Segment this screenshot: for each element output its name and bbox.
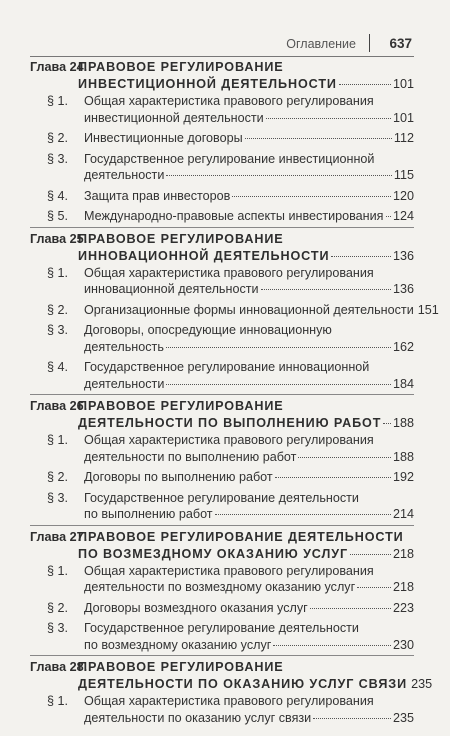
section-title-page: 230 <box>392 637 414 652</box>
running-header-title: Оглавление <box>286 37 356 51</box>
chapter-divider <box>30 655 414 656</box>
dot-leader <box>298 457 391 458</box>
section-title-line <box>84 579 414 596</box>
chapter-title-text: ИННОВАЦИОННОЙ ДЕЯТЕЛЬНОСТИ <box>78 248 330 263</box>
dot-leader <box>350 554 391 555</box>
chapter-title-page: 136 <box>392 248 414 263</box>
toc-section[interactable] <box>30 322 414 355</box>
section-number: § 1. <box>47 265 69 280</box>
section-title-text: по выполнению работ <box>84 507 213 521</box>
section-title-line <box>84 432 414 449</box>
chapter-heading[interactable] <box>30 529 414 563</box>
section-title-page: 223 <box>392 600 414 615</box>
chapter-heading[interactable] <box>30 231 414 265</box>
section-title-line <box>84 110 414 127</box>
section-title-page: 151 <box>417 302 439 317</box>
chapter-title-line <box>78 231 414 248</box>
section-number: § 3. <box>47 323 69 337</box>
toc-section[interactable] <box>30 302 439 319</box>
section-title-text: инновационной деятельности <box>84 282 259 296</box>
section-title-text: Общая характеристика правового регулирования <box>84 694 374 708</box>
chapter-title-line <box>78 398 414 415</box>
section-title-page: 115 <box>393 168 414 182</box>
header-rule <box>30 56 414 57</box>
section-title-line <box>84 302 439 319</box>
toc-section[interactable] <box>30 693 414 726</box>
section-title-page: 192 <box>392 470 414 484</box>
section-title-page: 112 <box>393 131 414 145</box>
section-number: § 1. <box>47 694 69 708</box>
section-number: § 2. <box>47 470 69 484</box>
section-title-line <box>84 322 414 339</box>
section-title-text: Защита прав инвесторов <box>84 188 231 203</box>
section-number: § 1. <box>47 563 69 578</box>
chapter-title-text: ПРАВОВОЕ РЕГУЛИРОВАНИЕ ДЕЯТЕЛЬНОСТИ <box>78 529 404 544</box>
section-number: § 2. <box>47 302 69 317</box>
section-number: § 3. <box>47 621 69 635</box>
chapter-title-text: ДЕЯТЕЛЬНОСТИ ПО ОКАЗАНИЮ УСЛУГ СВЯЗИ <box>78 677 408 691</box>
chapter-title-page: 188 <box>392 416 414 430</box>
chapter-title-page: 235 <box>411 677 433 691</box>
chapter-number: Глава 28. <box>30 660 88 674</box>
table-of-contents <box>30 59 439 726</box>
chapter-heading[interactable] <box>30 59 414 93</box>
section-title-text: по возмездному оказанию услуг <box>84 637 272 652</box>
section-number: § 2. <box>47 600 69 615</box>
running-header <box>30 34 414 54</box>
chapter-title-page: 101 <box>392 77 414 91</box>
dot-leader <box>232 196 391 197</box>
dot-leader <box>331 256 391 257</box>
section-title-line <box>84 359 414 376</box>
dot-leader <box>310 608 391 609</box>
toc-section[interactable] <box>30 93 414 126</box>
toc-section[interactable] <box>30 490 414 523</box>
section-title-text: Общая характеристика правового регулирования <box>84 94 374 108</box>
section-title-line <box>84 188 414 205</box>
toc-section[interactable] <box>30 208 414 225</box>
section-title-text: деятельности <box>84 376 165 391</box>
chapter-title-line <box>78 248 414 265</box>
section-number: § 1. <box>47 433 69 447</box>
dot-leader <box>245 138 392 139</box>
toc-section[interactable] <box>30 600 414 617</box>
section-title-text: Государственное регулирование инвестиционной <box>84 151 375 166</box>
chapter-title-line <box>78 546 414 563</box>
dot-leader <box>261 289 391 290</box>
section-title-text: Общая характеристика правового регулирования <box>84 265 374 280</box>
section-title-page: 162 <box>392 339 414 354</box>
section-title-text: деятельности по выполнению работ <box>84 449 297 464</box>
chapter-title-line <box>78 415 414 432</box>
toc-section[interactable] <box>30 130 414 147</box>
chapter-title-line <box>78 659 414 676</box>
section-title-line <box>84 281 414 298</box>
section-title-page: 184 <box>392 376 414 391</box>
section-title-text: деятельности по возмездному оказанию услуг <box>84 580 356 594</box>
section-number: § 3. <box>47 490 69 505</box>
chapter-divider <box>30 227 414 228</box>
toc-chapter <box>30 398 414 523</box>
chapter-title-line <box>78 59 414 76</box>
toc-chapter <box>30 59 414 225</box>
section-title-line <box>84 265 414 282</box>
toc-chapter <box>30 529 414 654</box>
toc-section[interactable] <box>30 151 414 184</box>
section-title-text: Государственное регулирование инновационной <box>84 360 370 374</box>
section-number: § 1. <box>47 94 69 108</box>
chapter-number: Глава 25. <box>30 231 88 246</box>
section-title-page: 124 <box>392 209 414 223</box>
dot-leader <box>313 718 391 719</box>
chapter-heading[interactable] <box>30 398 414 432</box>
section-title-line <box>84 563 414 580</box>
section-title-line <box>84 693 414 710</box>
section-title-page: 188 <box>392 449 414 464</box>
chapter-title-text: ПРАВОВОЕ РЕГУЛИРОВАНИЕ <box>78 399 284 413</box>
chapter-title-line <box>78 76 414 93</box>
section-title-line <box>84 506 414 523</box>
dot-leader <box>275 477 391 478</box>
dot-leader <box>357 587 391 588</box>
chapter-title-line <box>78 529 414 546</box>
section-number: § 5. <box>47 209 69 223</box>
dot-leader <box>266 118 391 119</box>
toc-section[interactable] <box>30 563 414 596</box>
section-number: § 3. <box>47 151 69 166</box>
toc-chapter <box>30 659 433 726</box>
dot-leader <box>339 84 391 85</box>
section-title-line <box>84 710 414 727</box>
toc-section[interactable] <box>30 188 414 205</box>
chapter-number: Глава 26. <box>30 399 88 413</box>
section-title-line <box>84 376 414 393</box>
section-title-page: 120 <box>392 188 414 203</box>
chapter-title-line <box>78 676 433 693</box>
section-title-line <box>84 130 414 147</box>
section-title-page: 101 <box>392 110 414 125</box>
section-title-line <box>84 490 414 507</box>
section-number: § 4. <box>47 360 69 374</box>
section-title-line <box>84 93 414 110</box>
section-title-page: 214 <box>392 507 414 521</box>
section-title-line <box>84 620 414 637</box>
section-title-line <box>84 151 414 168</box>
section-title-text: Организационные формы инновационной деятельности <box>84 302 414 317</box>
chapter-title-text: ИНВЕСТИЦИОННОЙ ДЕЯТЕЛЬНОСТИ <box>78 77 337 91</box>
section-title-line <box>84 600 414 617</box>
toc-section[interactable] <box>30 359 414 392</box>
section-title-text: Договоры по выполнению работ <box>84 470 273 484</box>
section-title-text: Договоры возмездного оказания услуг <box>84 600 308 615</box>
section-title-line <box>84 449 414 466</box>
section-title-text: Государственное регулирование деятельности <box>84 490 359 505</box>
section-title-text: деятельности по оказанию услуг связи <box>84 710 312 725</box>
dot-leader <box>386 216 391 217</box>
section-title-text: Договоры, опосредующие инновационную <box>84 323 332 337</box>
chapter-title-text: ПРАВОВОЕ РЕГУЛИРОВАНИЕ <box>78 660 284 674</box>
header-separator <box>369 34 370 52</box>
dot-leader <box>166 175 392 176</box>
section-title-text: Инвестиционные договоры <box>84 131 243 145</box>
section-title-page: 136 <box>392 282 414 296</box>
dot-leader <box>166 347 391 348</box>
section-title-line <box>84 167 414 184</box>
chapter-title-text: ДЕЯТЕЛЬНОСТИ ПО ВЫПОЛНЕНИЮ РАБОТ <box>78 416 382 430</box>
section-title-text: деятельность <box>84 339 164 354</box>
section-title-text: Международно-правовые аспекты инвестирования <box>84 209 384 223</box>
dot-leader <box>166 384 391 385</box>
toc-section[interactable] <box>30 620 414 653</box>
section-title-text: инвестиционной деятельности <box>84 110 264 125</box>
dot-leader <box>215 514 391 515</box>
section-title-line <box>84 208 414 225</box>
chapter-title-page: 218 <box>392 546 414 561</box>
toc-chapter <box>30 231 439 393</box>
toc-section[interactable] <box>30 265 414 298</box>
chapter-title-text: ПРАВОВОЕ РЕГУЛИРОВАНИЕ <box>78 231 284 246</box>
section-title-text: Общая характеристика правового регулирования <box>84 563 374 578</box>
section-title-page: 235 <box>392 710 414 725</box>
chapter-divider <box>30 525 414 526</box>
section-number: § 2. <box>47 131 69 145</box>
page-number: 637 <box>389 36 412 51</box>
section-title-text: Общая характеристика правового регулирования <box>84 433 374 447</box>
chapter-divider <box>30 394 414 395</box>
section-title-page: 218 <box>392 580 414 594</box>
section-title-text: деятельности <box>84 168 165 182</box>
chapter-heading[interactable] <box>30 659 433 693</box>
chapter-title-text: ПРАВОВОЕ РЕГУЛИРОВАНИЕ <box>78 60 284 74</box>
toc-section[interactable] <box>30 432 414 465</box>
section-title-line <box>84 339 414 356</box>
chapter-title-text: ПО ВОЗМЕЗДНОМУ ОКАЗАНИЮ УСЛУГ <box>78 546 348 561</box>
section-number: § 4. <box>47 188 69 203</box>
dot-leader <box>383 423 391 424</box>
section-title-text: Государственное регулирование деятельности <box>84 621 359 635</box>
section-title-line <box>84 469 414 486</box>
toc-section[interactable] <box>30 469 414 486</box>
dot-leader <box>273 645 391 646</box>
chapter-number: Глава 24. <box>30 60 88 74</box>
chapter-number: Глава 27. <box>30 529 88 544</box>
section-title-line <box>84 637 414 654</box>
